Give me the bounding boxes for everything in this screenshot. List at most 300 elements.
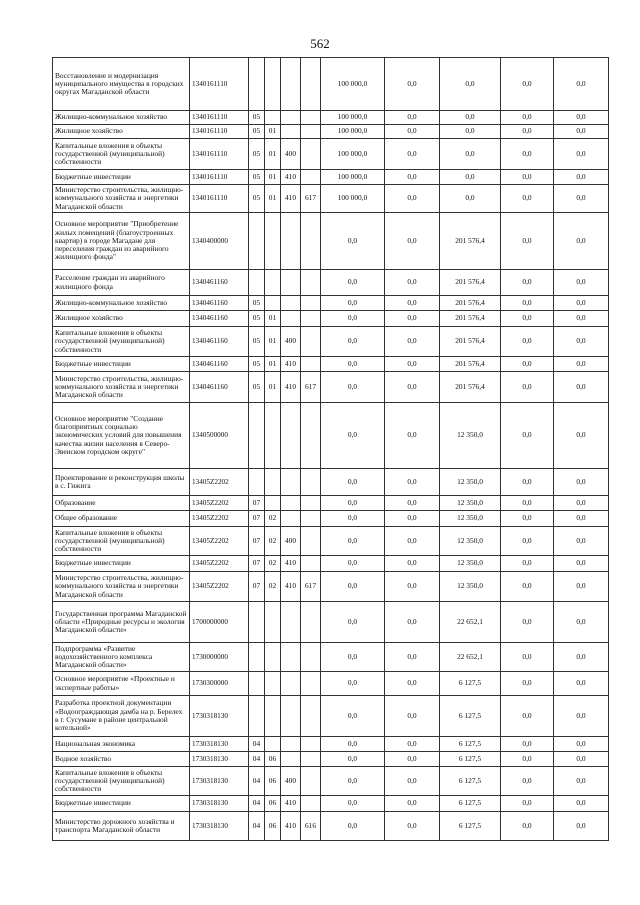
row-value-5: 0,0 bbox=[554, 469, 609, 496]
row-subsection: 01 bbox=[265, 327, 281, 357]
row-value-1: 0,0 bbox=[321, 643, 385, 672]
row-code: 13405Z2202 bbox=[190, 469, 249, 496]
row-value-2: 0,0 bbox=[385, 469, 440, 496]
row-value-3: 12 350,0 bbox=[440, 527, 501, 556]
row-name: Основное мероприятие "Приобретение жилых помещений (благоустроенных квартир) в городе Магадане для переселения граждан из аварийного жилищного фонда" bbox=[53, 213, 190, 270]
row-ministry-code bbox=[301, 737, 321, 752]
row-value-2: 0,0 bbox=[385, 270, 440, 296]
row-value-3: 201 576,4 bbox=[440, 213, 501, 270]
table-row bbox=[53, 696, 609, 737]
row-subsection: 06 bbox=[265, 767, 281, 796]
row-subsection: 01 bbox=[265, 170, 281, 185]
row-section bbox=[249, 213, 265, 270]
row-value-4: 0,0 bbox=[501, 752, 554, 767]
table-row bbox=[53, 311, 609, 327]
row-code: 13405Z2202 bbox=[190, 496, 249, 511]
row-subsection: 01 bbox=[265, 125, 281, 139]
row-value-4: 0,0 bbox=[501, 170, 554, 185]
row-subsection bbox=[265, 111, 281, 125]
row-section: 04 bbox=[249, 796, 265, 812]
row-expense-type bbox=[281, 696, 301, 737]
table-row bbox=[53, 556, 609, 572]
row-section: 05 bbox=[249, 296, 265, 311]
row-ministry-code bbox=[301, 125, 321, 139]
row-expense-type: 400 bbox=[281, 767, 301, 796]
row-section: 05 bbox=[249, 357, 265, 372]
row-code: 13405Z2202 bbox=[190, 572, 249, 602]
row-subsection: 01 bbox=[265, 185, 281, 213]
row-name: Капитальные вложения в объекты государственной (муниципальной) собственности bbox=[53, 527, 190, 556]
row-ministry-code bbox=[301, 139, 321, 170]
table-row bbox=[53, 125, 609, 139]
row-subsection bbox=[265, 496, 281, 511]
row-ministry-code bbox=[301, 403, 321, 469]
row-value-1: 0,0 bbox=[321, 270, 385, 296]
row-value-4: 0,0 bbox=[501, 496, 554, 511]
row-value-2: 0,0 bbox=[385, 511, 440, 527]
row-code: 1340161110 bbox=[190, 185, 249, 213]
row-section: 07 bbox=[249, 556, 265, 572]
row-value-2: 0,0 bbox=[385, 796, 440, 812]
row-value-1: 0,0 bbox=[321, 602, 385, 643]
row-code: 13405Z2202 bbox=[190, 511, 249, 527]
row-value-5: 0,0 bbox=[554, 556, 609, 572]
row-subsection bbox=[265, 403, 281, 469]
row-value-1: 0,0 bbox=[321, 737, 385, 752]
row-ministry-code bbox=[301, 602, 321, 643]
row-value-4: 0,0 bbox=[501, 812, 554, 841]
row-value-1: 0,0 bbox=[321, 572, 385, 602]
row-value-2: 0,0 bbox=[385, 139, 440, 170]
row-code: 1340161110 bbox=[190, 111, 249, 125]
row-expense-type: 400 bbox=[281, 139, 301, 170]
row-section bbox=[249, 403, 265, 469]
row-name: Жилищно-коммунальное хозяйство bbox=[53, 296, 190, 311]
table-row bbox=[53, 357, 609, 372]
row-subsection: 06 bbox=[265, 796, 281, 812]
row-code: 1730318130 bbox=[190, 767, 249, 796]
row-code: 1700000000 bbox=[190, 602, 249, 643]
row-name: Национальная экономика bbox=[53, 737, 190, 752]
row-value-4: 0,0 bbox=[501, 403, 554, 469]
row-section: 07 bbox=[249, 527, 265, 556]
row-expense-type bbox=[281, 643, 301, 672]
row-subsection bbox=[265, 672, 281, 696]
row-name: Жилищное хозяйство bbox=[53, 311, 190, 327]
row-value-4: 0,0 bbox=[501, 296, 554, 311]
row-value-1: 100 000,0 bbox=[321, 185, 385, 213]
row-value-3: 201 576,4 bbox=[440, 311, 501, 327]
table-row bbox=[53, 796, 609, 812]
row-value-5: 0,0 bbox=[554, 527, 609, 556]
row-name: Государственная программа Магаданской области «Природные ресурсы и экология Магаданской области» bbox=[53, 602, 190, 643]
row-section bbox=[249, 672, 265, 696]
row-value-5: 0,0 bbox=[554, 572, 609, 602]
row-subsection: 02 bbox=[265, 572, 281, 602]
table-row bbox=[53, 296, 609, 311]
row-subsection: 02 bbox=[265, 511, 281, 527]
row-value-4: 0,0 bbox=[501, 796, 554, 812]
row-value-1: 100 000,0 bbox=[321, 58, 385, 111]
row-value-2: 0,0 bbox=[385, 737, 440, 752]
row-subsection: 01 bbox=[265, 372, 281, 403]
row-section: 05 bbox=[249, 372, 265, 403]
row-ministry-code bbox=[301, 556, 321, 572]
row-expense-type bbox=[281, 496, 301, 511]
row-value-2: 0,0 bbox=[385, 767, 440, 796]
row-value-3: 0,0 bbox=[440, 139, 501, 170]
row-name: Бюджетные инвестиции bbox=[53, 796, 190, 812]
row-value-5: 0,0 bbox=[554, 737, 609, 752]
row-code: 1340461160 bbox=[190, 311, 249, 327]
row-subsection bbox=[265, 58, 281, 111]
row-value-5: 0,0 bbox=[554, 643, 609, 672]
row-value-3: 0,0 bbox=[440, 111, 501, 125]
row-value-2: 0,0 bbox=[385, 296, 440, 311]
row-ministry-code bbox=[301, 270, 321, 296]
row-section bbox=[249, 58, 265, 111]
row-name: Капитальные вложения в объекты государственной (муниципальной) собственности bbox=[53, 327, 190, 357]
row-expense-type bbox=[281, 737, 301, 752]
row-value-4: 0,0 bbox=[501, 125, 554, 139]
row-value-3: 201 576,4 bbox=[440, 372, 501, 403]
row-ministry-code bbox=[301, 170, 321, 185]
row-subsection: 02 bbox=[265, 556, 281, 572]
row-name: Жилищное хозяйство bbox=[53, 125, 190, 139]
row-value-5: 0,0 bbox=[554, 125, 609, 139]
row-value-5: 0,0 bbox=[554, 511, 609, 527]
row-expense-type bbox=[281, 270, 301, 296]
row-name: Капитальные вложения в объекты государственной (муниципальной) собственности bbox=[53, 139, 190, 170]
row-ministry-code bbox=[301, 752, 321, 767]
row-section: 07 bbox=[249, 496, 265, 511]
row-value-2: 0,0 bbox=[385, 357, 440, 372]
row-expense-type bbox=[281, 111, 301, 125]
row-value-5: 0,0 bbox=[554, 296, 609, 311]
row-value-4: 0,0 bbox=[501, 572, 554, 602]
row-section: 07 bbox=[249, 572, 265, 602]
table-row bbox=[53, 213, 609, 270]
row-ministry-code bbox=[301, 696, 321, 737]
table-row bbox=[53, 139, 609, 170]
row-code: 1730318130 bbox=[190, 696, 249, 737]
row-ministry-code: 616 bbox=[301, 812, 321, 841]
row-value-1: 0,0 bbox=[321, 496, 385, 511]
row-value-4: 0,0 bbox=[501, 111, 554, 125]
row-ministry-code: 617 bbox=[301, 572, 321, 602]
row-name: Образование bbox=[53, 496, 190, 511]
row-section: 05 bbox=[249, 125, 265, 139]
row-expense-type bbox=[281, 213, 301, 270]
row-subsection bbox=[265, 270, 281, 296]
row-value-1: 0,0 bbox=[321, 767, 385, 796]
row-code: 1340161110 bbox=[190, 58, 249, 111]
row-expense-type bbox=[281, 672, 301, 696]
row-code: 1730300000 bbox=[190, 672, 249, 696]
table-row bbox=[53, 737, 609, 752]
row-ministry-code bbox=[301, 496, 321, 511]
row-code: 1340500000 bbox=[190, 403, 249, 469]
row-value-3: 12 350,0 bbox=[440, 469, 501, 496]
row-value-3: 6 127,5 bbox=[440, 752, 501, 767]
row-value-3: 12 350,0 bbox=[440, 403, 501, 469]
row-value-4: 0,0 bbox=[501, 372, 554, 403]
row-value-3: 201 576,4 bbox=[440, 296, 501, 311]
row-value-2: 0,0 bbox=[385, 812, 440, 841]
row-value-3: 6 127,5 bbox=[440, 696, 501, 737]
row-name: Жилищно-коммунальное хозяйство bbox=[53, 111, 190, 125]
row-value-3: 201 576,4 bbox=[440, 357, 501, 372]
row-value-3: 12 350,0 bbox=[440, 556, 501, 572]
row-expense-type: 410 bbox=[281, 357, 301, 372]
row-subsection bbox=[265, 737, 281, 752]
row-value-1: 0,0 bbox=[321, 327, 385, 357]
row-name: Проектирование и реконструкция школы в с. Гижига bbox=[53, 469, 190, 496]
row-section bbox=[249, 643, 265, 672]
row-code: 1730318130 bbox=[190, 752, 249, 767]
row-expense-type bbox=[281, 58, 301, 111]
row-code: 1730000000 bbox=[190, 643, 249, 672]
table-body bbox=[53, 58, 609, 841]
row-value-1: 0,0 bbox=[321, 527, 385, 556]
row-section: 04 bbox=[249, 767, 265, 796]
row-expense-type bbox=[281, 296, 301, 311]
row-expense-type bbox=[281, 403, 301, 469]
row-subsection bbox=[265, 696, 281, 737]
row-value-1: 100 000,0 bbox=[321, 125, 385, 139]
row-code: 1340461160 bbox=[190, 296, 249, 311]
row-ministry-code bbox=[301, 296, 321, 311]
row-subsection: 06 bbox=[265, 812, 281, 841]
row-value-4: 0,0 bbox=[501, 767, 554, 796]
row-value-5: 0,0 bbox=[554, 327, 609, 357]
row-name: Бюджетные инвестиции bbox=[53, 170, 190, 185]
table-row bbox=[53, 111, 609, 125]
row-value-5: 0,0 bbox=[554, 672, 609, 696]
row-value-2: 0,0 bbox=[385, 327, 440, 357]
row-ministry-code bbox=[301, 511, 321, 527]
row-value-4: 0,0 bbox=[501, 469, 554, 496]
row-value-1: 100 000,0 bbox=[321, 170, 385, 185]
row-value-1: 0,0 bbox=[321, 511, 385, 527]
row-value-3: 6 127,5 bbox=[440, 767, 501, 796]
row-value-2: 0,0 bbox=[385, 643, 440, 672]
row-value-1: 100 000,0 bbox=[321, 139, 385, 170]
row-ministry-code bbox=[301, 767, 321, 796]
row-section: 07 bbox=[249, 511, 265, 527]
row-value-2: 0,0 bbox=[385, 185, 440, 213]
row-value-4: 0,0 bbox=[501, 602, 554, 643]
row-subsection: 01 bbox=[265, 139, 281, 170]
row-value-1: 0,0 bbox=[321, 752, 385, 767]
row-value-3: 12 350,0 bbox=[440, 511, 501, 527]
row-value-5: 0,0 bbox=[554, 403, 609, 469]
row-name: Основное мероприятие "Создание благоприятных социально экономических условий для повышения качества жизни населения в Северо-Эвенском городском округе" bbox=[53, 403, 190, 469]
row-name: Основное мероприятие «Проектные и экспертные работы» bbox=[53, 672, 190, 696]
row-value-5: 0,0 bbox=[554, 796, 609, 812]
row-value-5: 0,0 bbox=[554, 311, 609, 327]
row-value-1: 0,0 bbox=[321, 672, 385, 696]
row-name: Министерство строительства, жилищно-коммунального хозяйства и энергетики Магаданской области bbox=[53, 572, 190, 602]
row-name: Министерство строительства, жилищно-коммунального хозяйства и энергетики Магаданской области bbox=[53, 185, 190, 213]
row-expense-type bbox=[281, 311, 301, 327]
row-section: 05 bbox=[249, 185, 265, 213]
row-ministry-code bbox=[301, 672, 321, 696]
row-value-4: 0,0 bbox=[501, 643, 554, 672]
table-row bbox=[53, 752, 609, 767]
row-name: Восстановление и модернизация муниципального имущества в городских округах Магаданской области bbox=[53, 58, 190, 111]
row-name: Бюджетные инвестиции bbox=[53, 357, 190, 372]
row-value-5: 0,0 bbox=[554, 767, 609, 796]
row-value-4: 0,0 bbox=[501, 270, 554, 296]
row-value-1: 0,0 bbox=[321, 403, 385, 469]
row-value-3: 6 127,5 bbox=[440, 796, 501, 812]
table-row bbox=[53, 767, 609, 796]
row-section: 04 bbox=[249, 812, 265, 841]
page-number: 562 bbox=[310, 36, 330, 51]
row-ministry-code: 617 bbox=[301, 372, 321, 403]
row-code: 1340161110 bbox=[190, 125, 249, 139]
row-code: 1340461160 bbox=[190, 372, 249, 403]
row-code: 1340400000 bbox=[190, 213, 249, 270]
row-section bbox=[249, 696, 265, 737]
row-value-4: 0,0 bbox=[501, 139, 554, 170]
row-name: Министерство строительства, жилищно-коммунального хозяйства и энергетики Магаданской области bbox=[53, 372, 190, 403]
row-value-3: 22 652,1 bbox=[440, 602, 501, 643]
row-ministry-code bbox=[301, 357, 321, 372]
budget-table bbox=[52, 57, 609, 841]
row-value-4: 0,0 bbox=[501, 672, 554, 696]
row-expense-type: 410 bbox=[281, 170, 301, 185]
row-value-5: 0,0 bbox=[554, 139, 609, 170]
row-ministry-code bbox=[301, 111, 321, 125]
row-expense-type bbox=[281, 125, 301, 139]
table-row bbox=[53, 527, 609, 556]
row-subsection bbox=[265, 602, 281, 643]
row-value-4: 0,0 bbox=[501, 511, 554, 527]
row-value-1: 0,0 bbox=[321, 311, 385, 327]
row-section: 05 bbox=[249, 139, 265, 170]
row-value-2: 0,0 bbox=[385, 311, 440, 327]
row-value-2: 0,0 bbox=[385, 111, 440, 125]
row-code: 1730318130 bbox=[190, 737, 249, 752]
row-value-5: 0,0 bbox=[554, 270, 609, 296]
row-value-2: 0,0 bbox=[385, 125, 440, 139]
row-name: Водное хозяйство bbox=[53, 752, 190, 767]
table-row bbox=[53, 672, 609, 696]
row-section: 05 bbox=[249, 170, 265, 185]
row-value-2: 0,0 bbox=[385, 696, 440, 737]
row-value-4: 0,0 bbox=[501, 357, 554, 372]
row-ministry-code bbox=[301, 527, 321, 556]
table-row bbox=[53, 58, 609, 111]
row-value-4: 0,0 bbox=[501, 737, 554, 752]
table-row bbox=[53, 372, 609, 403]
row-expense-type: 410 bbox=[281, 556, 301, 572]
row-value-5: 0,0 bbox=[554, 372, 609, 403]
row-value-3: 201 576,4 bbox=[440, 270, 501, 296]
row-value-4: 0,0 bbox=[501, 58, 554, 111]
row-code: 1340461160 bbox=[190, 327, 249, 357]
row-value-3: 0,0 bbox=[440, 170, 501, 185]
row-section: 05 bbox=[249, 111, 265, 125]
row-value-5: 0,0 bbox=[554, 357, 609, 372]
row-value-1: 0,0 bbox=[321, 357, 385, 372]
table-row bbox=[53, 643, 609, 672]
row-expense-type: 400 bbox=[281, 327, 301, 357]
row-value-5: 0,0 bbox=[554, 185, 609, 213]
row-value-2: 0,0 bbox=[385, 556, 440, 572]
row-ministry-code bbox=[301, 796, 321, 812]
table-row bbox=[53, 511, 609, 527]
row-value-5: 0,0 bbox=[554, 602, 609, 643]
row-code: 1340461160 bbox=[190, 357, 249, 372]
row-code: 1340161110 bbox=[190, 170, 249, 185]
row-ministry-code bbox=[301, 469, 321, 496]
row-section: 04 bbox=[249, 737, 265, 752]
row-value-5: 0,0 bbox=[554, 213, 609, 270]
row-name: Общее образование bbox=[53, 511, 190, 527]
row-value-1: 100 000,0 bbox=[321, 111, 385, 125]
row-value-2: 0,0 bbox=[385, 403, 440, 469]
row-code: 13405Z2202 bbox=[190, 556, 249, 572]
row-value-1: 0,0 bbox=[321, 372, 385, 403]
row-value-5: 0,0 bbox=[554, 812, 609, 841]
row-name: Бюджетные инвестиции bbox=[53, 556, 190, 572]
row-value-2: 0,0 bbox=[385, 572, 440, 602]
row-name: Расселение граждан из аварийного жилищного фонда bbox=[53, 270, 190, 296]
row-ministry-code bbox=[301, 643, 321, 672]
row-value-2: 0,0 bbox=[385, 672, 440, 696]
table-row bbox=[53, 469, 609, 496]
table-row bbox=[53, 170, 609, 185]
row-code: 1340161110 bbox=[190, 139, 249, 170]
row-value-5: 0,0 bbox=[554, 58, 609, 111]
row-subsection bbox=[265, 296, 281, 311]
row-code: 13405Z2202 bbox=[190, 527, 249, 556]
row-expense-type: 410 bbox=[281, 372, 301, 403]
row-expense-type bbox=[281, 511, 301, 527]
row-value-3: 6 127,5 bbox=[440, 812, 501, 841]
row-subsection bbox=[265, 643, 281, 672]
row-expense-type: 400 bbox=[281, 527, 301, 556]
row-subsection bbox=[265, 213, 281, 270]
row-value-1: 0,0 bbox=[321, 213, 385, 270]
table-row bbox=[53, 185, 609, 213]
row-section: 05 bbox=[249, 311, 265, 327]
row-value-2: 0,0 bbox=[385, 602, 440, 643]
row-ministry-code bbox=[301, 213, 321, 270]
row-value-1: 0,0 bbox=[321, 696, 385, 737]
row-expense-type: 410 bbox=[281, 572, 301, 602]
row-value-4: 0,0 bbox=[501, 327, 554, 357]
row-ministry-code bbox=[301, 311, 321, 327]
row-name: Разработка проектной документации «Водоограждающая дамба на р. Берелех в г. Сусумане в районе центральной котельной» bbox=[53, 696, 190, 737]
row-value-5: 0,0 bbox=[554, 111, 609, 125]
row-value-1: 0,0 bbox=[321, 796, 385, 812]
row-value-1: 0,0 bbox=[321, 469, 385, 496]
row-name: Подпрограмма «Развитие водохозяйственного комплекса Магаданской области» bbox=[53, 643, 190, 672]
row-section: 04 bbox=[249, 752, 265, 767]
row-ministry-code bbox=[301, 327, 321, 357]
row-value-3: 12 350,0 bbox=[440, 572, 501, 602]
row-value-3: 22 652,1 bbox=[440, 643, 501, 672]
row-value-4: 0,0 bbox=[501, 213, 554, 270]
row-value-1: 0,0 bbox=[321, 812, 385, 841]
table-row bbox=[53, 812, 609, 841]
row-value-1: 0,0 bbox=[321, 296, 385, 311]
row-value-4: 0,0 bbox=[501, 311, 554, 327]
